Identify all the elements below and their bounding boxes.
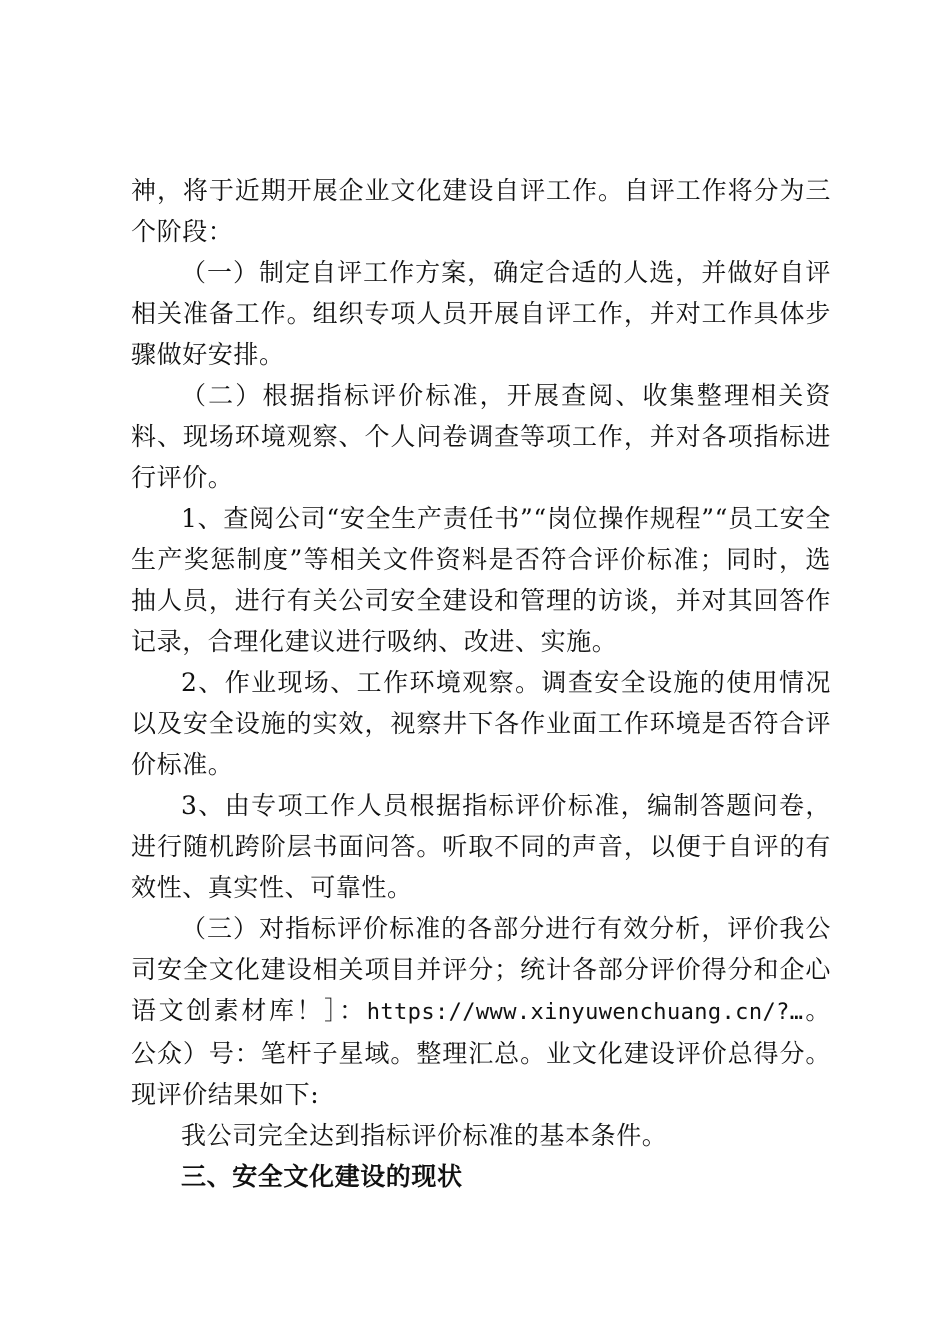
paragraph-item-1: 1、查阅公司“安全生产责任书”“岗位操作规程”“员工安全生产奖惩制度”等相关文件资料是否符合评价标准；同时，选抽人员，进行有关公司安全建设和管理的访谈，并对其回答作记录，合理化建议进行吸纳、改进、实施。	[131, 504, 831, 656]
paragraph-result: 我公司完全达到指标评价标准的基本条件。	[181, 1121, 668, 1150]
paragraph-stage-two: （二）根据指标评价标准，开展查阅、收集整理相关资料、现场环境观察、个人问卷调查等项工作，并对各项指标进行评价。	[131, 381, 831, 492]
source-url-link[interactable]: https://www.xinyuwenchuang.cn/?…	[366, 1000, 804, 1025]
paragraph-intro-continuation: 神，将于近期开展企业文化建设自评工作。自评工作将分为三个阶段：	[131, 176, 831, 246]
paragraph-stage-one: （一）制定自评工作方案，确定合适的人选，并做好自评相关准备工作。组织专项人员开展自评工作，并对工作具体步骤做好安排。	[131, 258, 831, 369]
paragraph-stage-three-text-a: （三）对指标评价标准的各部分进行有效分析，评价我公司安全文化建设相关项目并评分；统计各部分评价得分和企心语文创素材库！］：	[131, 914, 831, 1025]
section-heading: 三、安全文化建设的现状	[181, 1162, 463, 1191]
document-body	[131, 170, 831, 1197]
paragraph-stage-three-text-b: 。公众）号：笔杆子星域。整理汇总。业文化建设评价总得分。现评价结果如下:	[131, 996, 831, 1109]
paragraph-stage-three	[131, 908, 831, 1115]
paragraph-item-2: 2、作业现场、工作环境观察。调查安全设施的使用情况以及安全设施的实效，视察井下各作业面工作环境是否符合评价标准。	[131, 668, 831, 779]
paragraph-item-3: 3、由专项工作人员根据指标评价标准，编制答题问卷，进行随机跨阶层书面问答。听取不同的声音，以便于自评的有效性、真实性、可靠性。	[131, 791, 831, 902]
